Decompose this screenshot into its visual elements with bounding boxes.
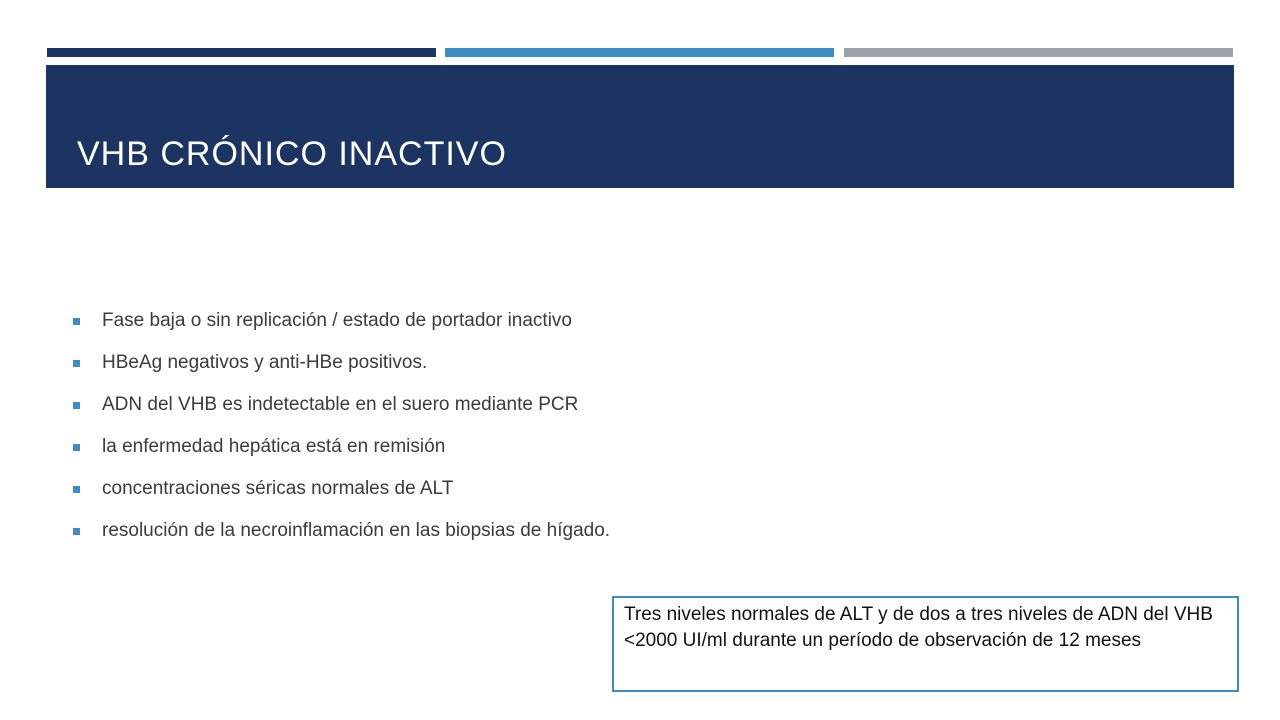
bullet-text: HBeAg negativos y anti-HBe positivos. (102, 352, 428, 373)
bullet-item (73, 384, 973, 426)
accent-bar-navy (47, 48, 436, 57)
square-bullet-icon (73, 360, 80, 367)
accent-bar-blue (445, 48, 834, 57)
slide-title: VHB CRÓNICO INACTIVO (77, 135, 507, 173)
bullet-item (73, 426, 973, 468)
bullet-text: concentraciones séricas normales de ALT (102, 478, 454, 499)
title-band (46, 65, 1234, 188)
bullet-text: ADN del VHB es indetectable en el suero mediante PCR (102, 394, 579, 415)
bullet-text: Fase baja o sin replicación / estado de portador inactivo (102, 310, 572, 331)
square-bullet-icon (73, 402, 80, 409)
accent-bar-gray (844, 48, 1233, 57)
bullet-list (73, 300, 973, 552)
square-bullet-icon (73, 444, 80, 451)
bullet-item (73, 468, 973, 510)
bullet-item (73, 300, 973, 342)
bullet-item (73, 342, 973, 384)
bullet-item (73, 510, 973, 552)
square-bullet-icon (73, 318, 80, 325)
square-bullet-icon (73, 486, 80, 493)
bullet-text: la enfermedad hepática está en remisión (102, 436, 446, 457)
note-box: Tres niveles normales de ALT y de dos a tres niveles de ADN del VHB <2000 UI/ml durante un período de observación de 12 meses (612, 596, 1239, 692)
bullet-text: resolución de la necroinflamación en las biopsias de hígado. (102, 520, 611, 541)
square-bullet-icon (73, 528, 80, 535)
